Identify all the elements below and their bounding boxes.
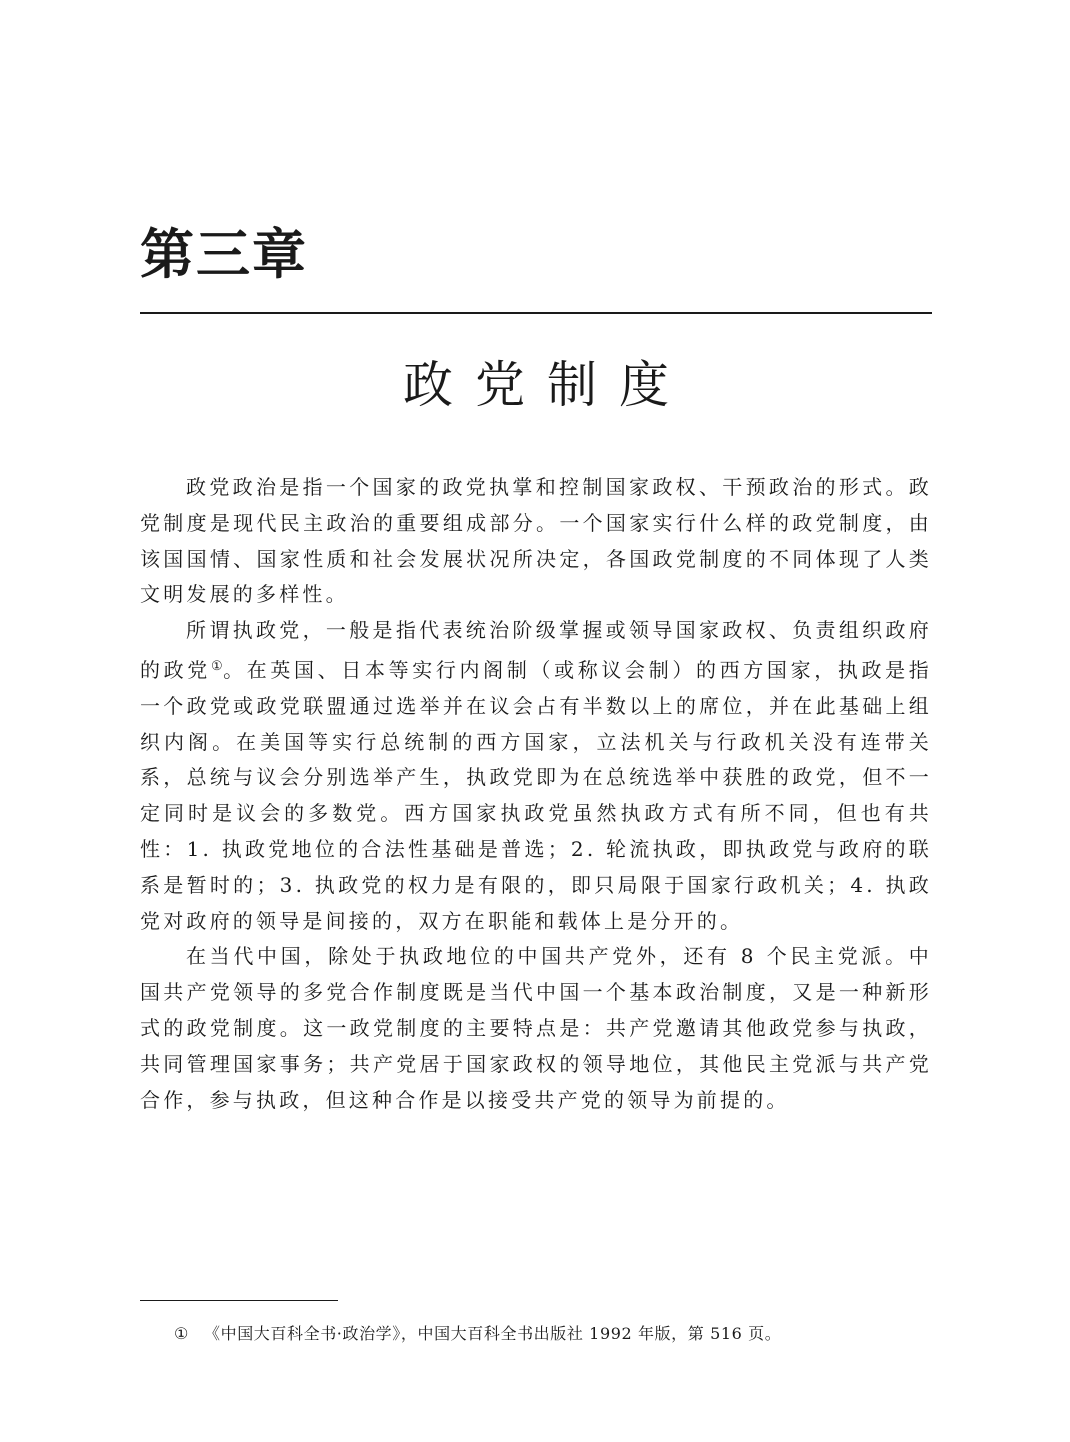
footnote-reference[interactable]: ①: [210, 658, 224, 674]
footnote-divider: [140, 1300, 338, 1301]
chapter-divider: [140, 312, 932, 314]
paragraph-2-part-2: 。在英国、日本等实行内阁制（或称议会制）的西方国家，执政是指一个政党或政党联盟通过选举并在议会占有半数以上的席位，并在此基础上组织内阁。在美国等实行总统制的西方国家，立法机关与行政机关没有连带关系，总统与议会分别选举产生，执政党即为在总统选举中获胜的政党，但不一定同时是议会的多数党。西方国家执政党虽然执政方式有所不同，但也有共性：1. 执政党地位的合法性基础是普选；2. 轮流执政，即执政党与政府的联系是暂时的；3. 执政党的权力是有限的，即只局限于国家行政机关；4. 执政党对政府的领导是间接的，双方在职能和载体上是分开的。: [140, 657, 933, 933]
chapter-title: 政党制度: [403, 355, 691, 414]
paragraph-2-part-1: 所谓执政党，一般是指代表统治阶级掌握或领导国家政权、负责组织政府的政党: [140, 618, 932, 682]
footnote: [174, 1324, 781, 1344]
body-text: [140, 470, 932, 1118]
chapter-label: 第三章: [140, 223, 308, 286]
paragraph-1: 政党政治是指一个国家的政党执掌和控制国家政权、干预政治的形式。政党制度是现代民主政治的重要组成部分。一个国家实行什么样的政党制度，由该国国情、国家性质和社会发展状况所决定，各国政党制度的不同体现了人类文明发展的多样性。: [140, 475, 932, 607]
footnote-text: 《中国大百科全书·政治学》，中国大百科全书出版社 1992 年版，第 516 页。: [204, 1324, 782, 1343]
paragraph-3: 在当代中国，除处于执政地位的中国共产党外，还有 8 个民主党派。中国共产党领导的多党合作制度既是当代中国一个基本政治制度，又是一种新形式的政党制度。这一政党制度的主要特点是：共产党邀请其他政党参与执政，共同管理国家事务；共产党居于国家政权的领导地位，其他民主党派与共产党合作，参与执政，但这种合作是以接受共产党的领导为前提的。: [140, 944, 932, 1112]
paragraph-2: [140, 613, 932, 939]
footnote-number: ①: [174, 1324, 189, 1343]
